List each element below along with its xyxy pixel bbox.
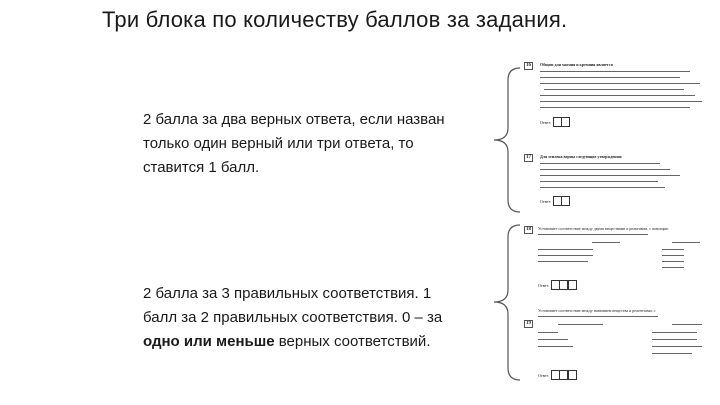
block2-line-3-rest: верных соответствий.	[274, 333, 431, 350]
task-line	[540, 169, 670, 170]
block2-line: 2 балла за 3 правильных соответствия. 1	[143, 285, 432, 302]
task-line	[538, 346, 573, 347]
task-18-thumbnail	[522, 224, 714, 296]
task-line	[540, 77, 680, 78]
curly-brace-upper	[494, 68, 520, 212]
task-line	[538, 234, 648, 235]
task-16-thumbnail	[522, 60, 707, 135]
curly-brace-lower	[494, 225, 520, 380]
task-line	[538, 316, 658, 317]
task-heading: Для этилена верны следующие утверждения:	[540, 154, 623, 159]
answer-cell	[568, 280, 577, 290]
answer-cells	[553, 117, 570, 127]
task-19-thumbnail	[522, 306, 714, 396]
task-line	[652, 346, 702, 347]
task-line	[540, 101, 702, 102]
task-line	[592, 242, 620, 243]
block1-line: ставится 1 балл.	[143, 159, 260, 176]
answer-label: Ответ:	[540, 198, 552, 204]
block1-line: 2 балла за два верных ответа, если назван	[143, 111, 445, 128]
task-line	[538, 332, 558, 333]
task-line	[672, 242, 700, 243]
task-line	[652, 332, 697, 333]
answer-label: Ответ:	[538, 282, 550, 288]
answer-row	[538, 370, 577, 380]
task-line	[538, 249, 593, 250]
block1-line: только один верный или три ответа, то	[143, 135, 414, 152]
task-line	[538, 261, 588, 262]
task-line	[558, 324, 603, 325]
answer-row	[540, 117, 570, 127]
task-number: 17	[526, 155, 531, 160]
task-number: 19	[526, 321, 531, 326]
bold-phrase: одно или меньше	[143, 333, 275, 350]
task-line	[540, 83, 700, 84]
task-line	[540, 95, 695, 96]
task-line	[540, 107, 690, 108]
answer-cells	[551, 280, 577, 290]
task-line	[652, 339, 697, 340]
answer-cells	[551, 370, 577, 380]
task-line	[540, 187, 665, 188]
task-heading: Установите соответствие между двумя веществами и реактивом, с помощью	[538, 226, 669, 231]
answer-cell	[568, 370, 577, 380]
task-heading: Установите соответствие между названием вещества и реагентами, с	[538, 308, 656, 313]
answer-label: Ответ:	[540, 119, 552, 125]
task-line	[538, 339, 568, 340]
answer-label: Ответ:	[538, 372, 550, 378]
task-line	[672, 324, 702, 325]
task-heading: Общим для магния и кремния является	[540, 62, 613, 67]
slide-title: Три блока по количеству баллов за задания.	[102, 7, 568, 32]
task-line	[540, 175, 680, 176]
block2-line: балл за 2 правильных соответствия. 0 – за	[143, 309, 443, 326]
task-number: 18	[526, 227, 531, 232]
task-17-thumbnail	[522, 152, 707, 214]
task-line	[538, 255, 593, 256]
task-line	[540, 181, 658, 182]
answer-cells	[553, 196, 570, 206]
answer-cell	[561, 196, 570, 206]
task-line	[544, 89, 684, 90]
task-number: 16	[526, 63, 531, 68]
task-line	[540, 71, 690, 72]
task-line	[662, 267, 684, 268]
task-line	[662, 261, 684, 262]
task-line	[652, 353, 692, 354]
task-line	[662, 249, 684, 250]
answer-row	[540, 196, 570, 206]
task-line	[540, 163, 660, 164]
task-line	[662, 255, 684, 256]
answer-row	[538, 280, 577, 290]
answer-cell	[561, 117, 570, 127]
